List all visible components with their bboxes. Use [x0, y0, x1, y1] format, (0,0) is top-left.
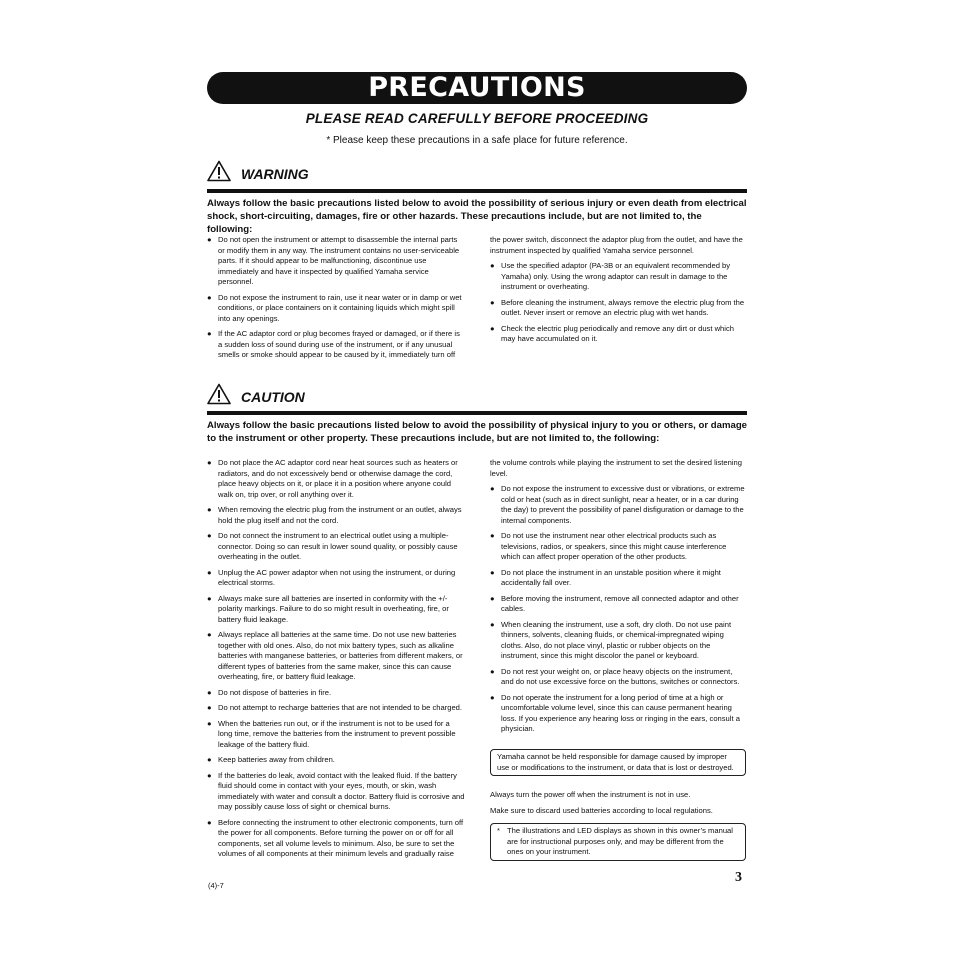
list-item: ● Do not expose the instrument to excessive dust or vibrations, or extreme cold or heat (such as in direct sunlight, near a heater, or in a car during the day) to prevent the possibility of panel disfiguration or damage to the internal components.	[490, 484, 745, 525]
list-item: ● Always replace all batteries at the same time. Do not use new batteries together with old ones. Also, do not mix battery types, such as alkaline batteries with manganese batteries, or batteries from different makers, or different types of batteries from the same maker, since this can cause overheating, fire, or battery fluid leakage.	[207, 630, 463, 681]
disclaimer-box: Yamaha cannot be held responsible for damage caused by improper use or modifications to the instrument, or data that is lost or destroyed.	[490, 749, 746, 776]
caution-list-right	[490, 458, 746, 740]
list-item: ● Before connecting the instrument to other electronic components, turn off the power for all components. Before turning the power on or off for all components, set all volume levels to minimum. Also, be sure to set the volumes of all components at their minimum levels and gradually raise	[207, 817, 464, 858]
list-item: ● Do not dispose of batteries in fire.	[207, 687, 332, 697]
caution-label: CAUTION	[241, 389, 305, 405]
list-item: ● When the batteries run out, or if the instrument is not to be used for a long time, remove the batteries from the instrument to prevent possible leakage of the battery fluid.	[207, 718, 456, 749]
list-item: ● Before cleaning the instrument, always remove the electric plug from the outlet. Never insert or remove an electric plug with wet hands.	[490, 297, 745, 317]
list-item: ● Do not rest your weight on, or place heavy objects on the instrument, and do not use excessive force on the buttons, switches or connectors.	[490, 666, 740, 686]
warning-label: WARNING	[241, 166, 309, 182]
warning-triangle-icon	[207, 160, 231, 182]
caution-list-left	[207, 458, 465, 865]
warning-triangle-icon	[207, 383, 231, 405]
list-item: ● Do not connect the instrument to an electrical outlet using a multiple-connector. Doing so can result in lower sound quality, or possibly cause overheating in the outlet.	[207, 531, 458, 561]
page-number: 3	[735, 870, 742, 885]
list-item: ● Before moving the instrument, remove all connected adaptor and other cables.	[490, 593, 739, 613]
list-item: ● Always make sure all batteries are inserted in conformity with the +/- polarity markings. Failure to do so might result in overheating, fire, or battery fluid leakage.	[207, 593, 449, 624]
page-code: (4)-7	[208, 881, 224, 890]
warning-list-left	[207, 235, 465, 366]
warning-list-right	[490, 235, 746, 350]
list-item: ● Do not open the instrument or attempt to disassemble the internal parts or modify them in any way. The instrument contains no user-serviceable parts. If it should appear to be malfunctioning, discontinue use immediately and have it inspected by qualified Yamaha service personnel.	[207, 235, 460, 286]
warning-rule	[207, 189, 747, 193]
caution-rule	[207, 411, 747, 415]
list-item: ● If the batteries do leak, avoid contact with the leaked fluid. If the battery fluid should come in contact with your eyes, mouth, or skin, wash immediately with water and consult a doctor. Battery fluid is corrosive and may possibly cause loss of sight or chemical burns.	[207, 770, 465, 811]
warning-heading	[207, 160, 747, 182]
caution-heading	[207, 383, 747, 405]
warning-intro: Always follow the basic precautions listed below to avoid the possibility of serious injury or even death from electrical shock, short-circuiting, damages, fire or other hazards. These precautions include, but are not limited to, the following:	[207, 198, 747, 235]
list-item: ● Check the electric plug periodically and remove any dirt or dust which may have accumulated on it.	[490, 323, 734, 343]
list-item: ● Do not use the instrument near other electrical products such as televisions, radios, or speakers, since this might cause interference which can affect proper operation of the other products.	[490, 531, 727, 561]
list-item: ● Do not operate the instrument for a long period of time at a high or uncomfortable volume level, since this can cause permanent hearing loss. If you experience any hearing loss or ringing in the ears, consult a physician.	[490, 692, 740, 733]
list-item: ● Do not attempt to recharge batteries that are not intended to be charged.	[207, 703, 463, 712]
list-item: ● Do not place the instrument in an unstable position where it might accidentally fall over.	[490, 567, 721, 587]
note-asterisk: *	[497, 826, 500, 835]
list-item: ● Keep batteries away from children.	[207, 755, 335, 764]
page-subtitle: PLEASE READ CAREFULLY BEFORE PROCEEDING	[305, 111, 649, 126]
page-title: PRECAUTIONS	[207, 72, 747, 104]
illustration-note: The illustrations and LED displays as shown in this owner’s manual are for instructional purposes only, and may be different from the ones on your instrument.	[507, 826, 733, 856]
list-item-continued: the volume controls while playing the instrument to set the desired listening level.	[490, 458, 742, 478]
caution-intro: Always follow the basic precautions listed below to avoid the possibility of physical injury to you or others, or damage to the instrument or other property. These precautions include, but are not limited to, the following:	[207, 420, 748, 444]
list-item: ● Do not place the AC adaptor cord near heat sources such as heaters or radiators, and do not excessively bend or otherwise damage the cord, place heavy objects on it, or place it in a position where anyone could walk on, trip over, or roll anything over it.	[207, 458, 458, 499]
list-item: ● Use the specified adaptor (PA-3B or an equivalent recommended by Yamaha) only. Using the wrong adaptor can result in damage to the instrument or overheating.	[490, 261, 731, 291]
power-off-note: Always turn the power off when the instrument is not in use.	[490, 790, 691, 799]
list-item: ● When removing the electric plug from the instrument or an outlet, always hold the plug itself and not the cord.	[207, 505, 462, 525]
keep-note: * Please keep these precautions in a safe place for future reference.	[326, 135, 628, 146]
list-item: ● Do not expose the instrument to rain, use it near water or in damp or wet conditions, or place containers on it containing liquids which might spill into any openings.	[207, 292, 462, 323]
list-item: ● Unplug the AC power adaptor when not using the instrument, or during electrical storms.	[207, 567, 456, 587]
list-item-continued: the power switch, disconnect the adaptor plug from the outlet, and have the instrument inspected by qualified Yamaha service personnel.	[490, 235, 743, 255]
list-item: ● When cleaning the instrument, use a soft, dry cloth. Do not use paint thinners, solvents, cleaning fluids, or chemical-impregnated wiping cloths. Also, do not place vinyl, plastic or rubber objects on the instrument, since this might discolor the panel or keyboard.	[490, 619, 732, 660]
illustration-note-box	[490, 823, 746, 861]
list-item: ● If the AC adaptor cord or plug becomes frayed or damaged, or if there is a sudden loss of sound during use of the instrument, or if any unusual smells or smoke should appear to be caused by it, immediately turn off	[207, 329, 460, 359]
battery-note: Make sure to discard used batteries according to local regulations.	[490, 806, 713, 815]
